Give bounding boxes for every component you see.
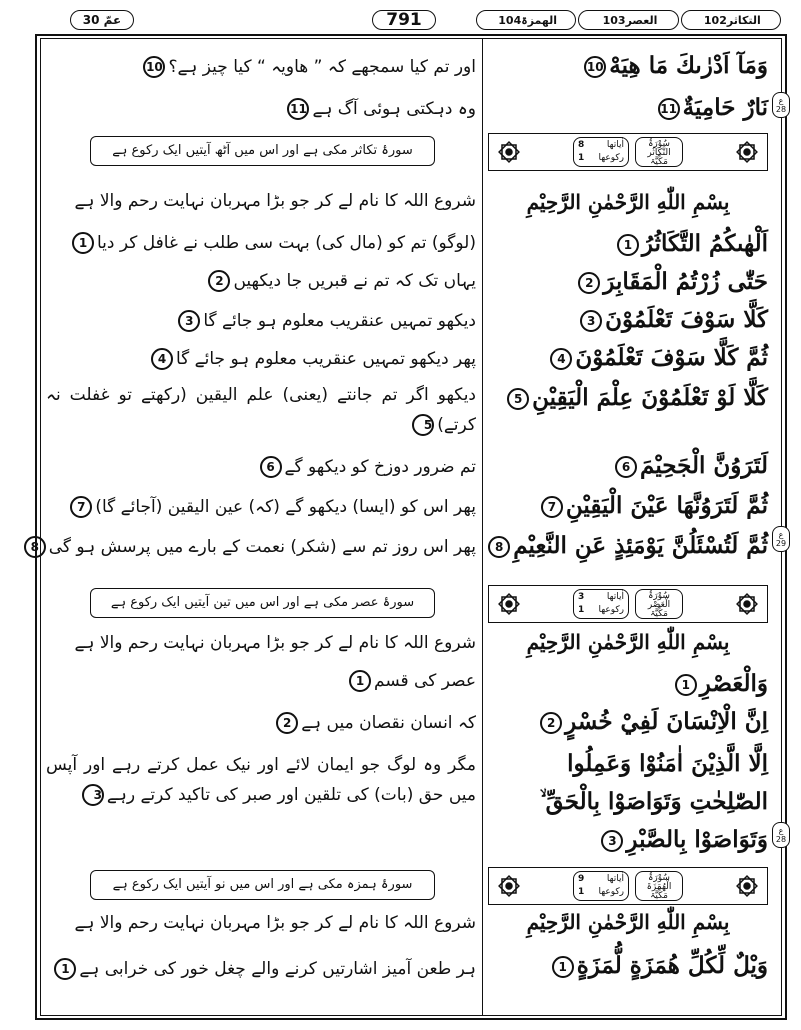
sura-name-cartouche: سُوْرَۃُ التَّکَاثُر مَکِّیَّۃ: [635, 137, 683, 167]
verse-translation: دیکھو اگر تم جانتے (یعنی) علم الیقین (رکھتے تو غفلت نہ کرتے)5: [46, 385, 476, 435]
verse-arabic: اِلَّا الَّذِيْنَ اٰمَنُوْا وَعَمِلُوا الصّٰلِحٰتِ وَتَوَاصَوْا بِالْحَقِّ ۙ وَتَوَاصَوْا بِالصَّبْرِ3: [539, 750, 768, 853]
verse-number-badge: 7: [70, 496, 92, 518]
rosette-ornament-icon: [495, 872, 523, 900]
verse-number-badge: 3: [178, 310, 200, 332]
verse-number-badge: 2: [578, 272, 600, 294]
ruku-marker: ع 28: [772, 92, 790, 118]
sura-header-asr: [488, 585, 768, 623]
verse-number-badge: 5: [507, 388, 529, 410]
verse-translation: ہر طعن آمیز اشارتیں کرنے والے چغل خور کی خرابی ہے1: [46, 958, 476, 980]
verse-number-badge: 3: [82, 784, 104, 806]
verse-translation: کہ انسان نقصان میں ہے2: [46, 712, 476, 734]
sura-name-cartouche: سُوْرَۃُ الْعَصْر مَکِّیَّۃ: [635, 589, 683, 619]
verse-translation: پھر دیکھو تمہیں عنقریب معلوم ہو جائے گا4: [46, 348, 476, 370]
bismillah-arabic: بِسْمِ اللّٰهِ الرَّحْمٰنِ الرَّحِيْمِ: [526, 630, 730, 654]
verse-translation: اور تم کیا سمجھے کہ ” ھاویہ “ کیا چیز ہے؟10: [46, 56, 476, 78]
sura-meta-cartouche: اٰیاتھا 3 رکوعھا 1: [573, 589, 629, 619]
verse-translation: پھر اس روز تم سے (شکر) نعمت کے بارے میں پرسش ہو گی8: [46, 536, 476, 558]
sura-meta-cartouche: اٰیاتھا 8 رکوعھا 1: [573, 137, 629, 167]
verse-number-badge: 8: [24, 536, 46, 558]
verse-translation: عصر کی قسم1: [46, 670, 476, 692]
verse-arabic: وَيْلٌ لِّكُلِّ هُمَزَةٍ لُّمَزَةٍ1: [488, 952, 768, 979]
verse-number-badge: 4: [151, 348, 173, 370]
ruku-marker: ع 28: [772, 822, 790, 848]
sura-header-takathur: [488, 133, 768, 171]
verse-number-badge: 2: [208, 270, 230, 292]
header-sura-humaza: الھمزۃ 104: [476, 10, 576, 30]
rosette-ornament-icon: [733, 590, 761, 618]
sura-meta-cartouche: اٰیاتھا 9 رکوعھا 1: [573, 871, 629, 901]
verse-number-badge: 6: [260, 456, 282, 478]
verse-arabic: ثُمَّ لَتُسْئَلُنَّ يَوْمَئِذٍ عَنِ النَّعِيْمِ8: [488, 532, 768, 559]
verse-arabic: وَالْعَصْرِ1: [488, 670, 768, 697]
verse-number-badge: 1: [552, 956, 574, 978]
bismillah-translation: شروع اللہ کا نام لے کر جو بڑا مہربان نہایت رحم والا ہے: [74, 191, 476, 211]
verse-number-badge: 3: [601, 830, 623, 852]
verse-number-badge: 1: [349, 670, 371, 692]
verse-number-badge: 10: [584, 56, 606, 78]
verse-number-badge: 1: [72, 232, 94, 254]
verse-arabic: نَارٌ حَامِيَةٌ11: [488, 94, 768, 121]
verse-arabic: كَلَّا سَوْفَ تَعْلَمُوْنَ3: [488, 306, 768, 333]
verse-number-badge: 1: [675, 674, 697, 696]
verse-translation: (لوگو) تم کو (مال کی) بہت سی طلب نے غافل کر دیا1: [46, 232, 476, 254]
verse-number-badge: 2: [540, 712, 562, 734]
sura-intro-box: سورۂ ہمزہ مکی ہے اور اس میں نو آیتیں ایک رکوع ہے: [90, 870, 435, 900]
bismillah-arabic: بِسْمِ اللّٰهِ الرَّحْمٰنِ الرَّحِيْمِ: [526, 190, 730, 214]
verse-number-badge: 5: [412, 414, 434, 436]
verse-arabic: ثُمَّ كَلَّا سَوْفَ تَعْلَمُوْنَ4: [488, 344, 768, 371]
verse-number-badge: 3: [580, 310, 602, 332]
verse-arabic: وَمَآ اَدْرٰىكَ مَا هِيَهْ10: [488, 52, 768, 79]
verse-translation: یہاں تک کہ تم نے قبریں جا دیکھیں2: [46, 270, 476, 292]
bismillah-translation: شروع اللہ کا نام لے کر جو بڑا مہربان نہایت رحم والا ہے: [74, 913, 476, 933]
verse-translation: مگر وہ لوگ جو ایمان لائے اور نیک عمل کرتے رہے اور آپس میں حق (بات) کی تلقین اور صبر کی تاکید کرتے رہے3: [46, 755, 476, 805]
header-sura-takathur: التکاثر 102: [681, 10, 781, 30]
bismillah-translation: شروع اللہ کا نام لے کر جو بڑا مہربان نہایت رحم والا ہے: [74, 633, 476, 653]
verse-number-badge: 2: [276, 712, 298, 734]
verse-number-badge: 7: [541, 496, 563, 518]
header-sura-list: [476, 10, 781, 30]
verse-number-badge: 11: [287, 98, 309, 120]
sura-intro-box: سورۂ تکاثر مکی ہے اور اس میں آٹھ آیتیں ایک رکوع ہے: [90, 136, 435, 166]
verse-arabic: حَتّٰى زُرْتُمُ الْمَقَابِرَ2: [488, 268, 768, 295]
verse-translation: تم ضرور دوزخ کو دیکھو گے6: [46, 456, 476, 478]
verse-number-badge: 10: [143, 56, 165, 78]
sura-header-humaza: [488, 867, 768, 905]
verse-number-badge: 8: [488, 536, 510, 558]
header-sura-asr: العصر 103: [578, 10, 678, 30]
rosette-ornament-icon: [733, 138, 761, 166]
verse-arabic: كَلَّا لَوْ تَعْلَمُوْنَ عِلْمَ الْيَقِيْنِ5: [488, 384, 768, 411]
rosette-ornament-icon: [495, 138, 523, 166]
verse-translation: وہ دہکتی ہوئی آگ ہے11: [46, 98, 476, 120]
verse-arabic: اِنَّ الْاِنْسَانَ لَفِيْ خُسْرٍ2: [488, 708, 768, 735]
sura-name-cartouche: سُوْرَۃُ الْھُمَزَۃ مَکِّیَّۃ: [635, 871, 683, 901]
verse-arabic: لَتَرَوُنَّ الْجَحِيْمَ6: [488, 452, 768, 479]
rosette-ornament-icon: [495, 590, 523, 618]
verse-number-badge: 11: [658, 98, 680, 120]
verse-number-badge: 4: [550, 348, 572, 370]
verse-number-badge: 1: [54, 958, 76, 980]
ruku-marker: ع 29: [772, 526, 790, 552]
verse-translation: دیکھو تمہیں عنقریب معلوم ہو جائے گا3: [46, 310, 476, 332]
verse-number-badge: 1: [617, 234, 639, 256]
page-number: 791: [372, 10, 436, 30]
bismillah-arabic: بِسْمِ اللّٰهِ الرَّحْمٰنِ الرَّحِيْمِ: [526, 910, 730, 934]
column-divider: [482, 38, 483, 1016]
rosette-ornament-icon: [733, 872, 761, 900]
verse-arabic: اَلْهٰىكُمُ التَّكَاثُرُ1: [488, 230, 768, 257]
verse-translation: پھر اس کو (ایسا) دیکھو گے (کہ) عین الیقین (آجائے گا)7: [46, 496, 476, 518]
verse-number-badge: 6: [615, 456, 637, 478]
sura-intro-box: سورۂ عصر مکی ہے اور اس میں تین آیتیں ایک رکوع ہے: [90, 588, 435, 618]
juz-label: عمّ 30: [70, 10, 134, 30]
verse-arabic: ثُمَّ لَتَرَوُنَّهَا عَيْنَ الْيَقِيْنِ7: [488, 492, 768, 519]
